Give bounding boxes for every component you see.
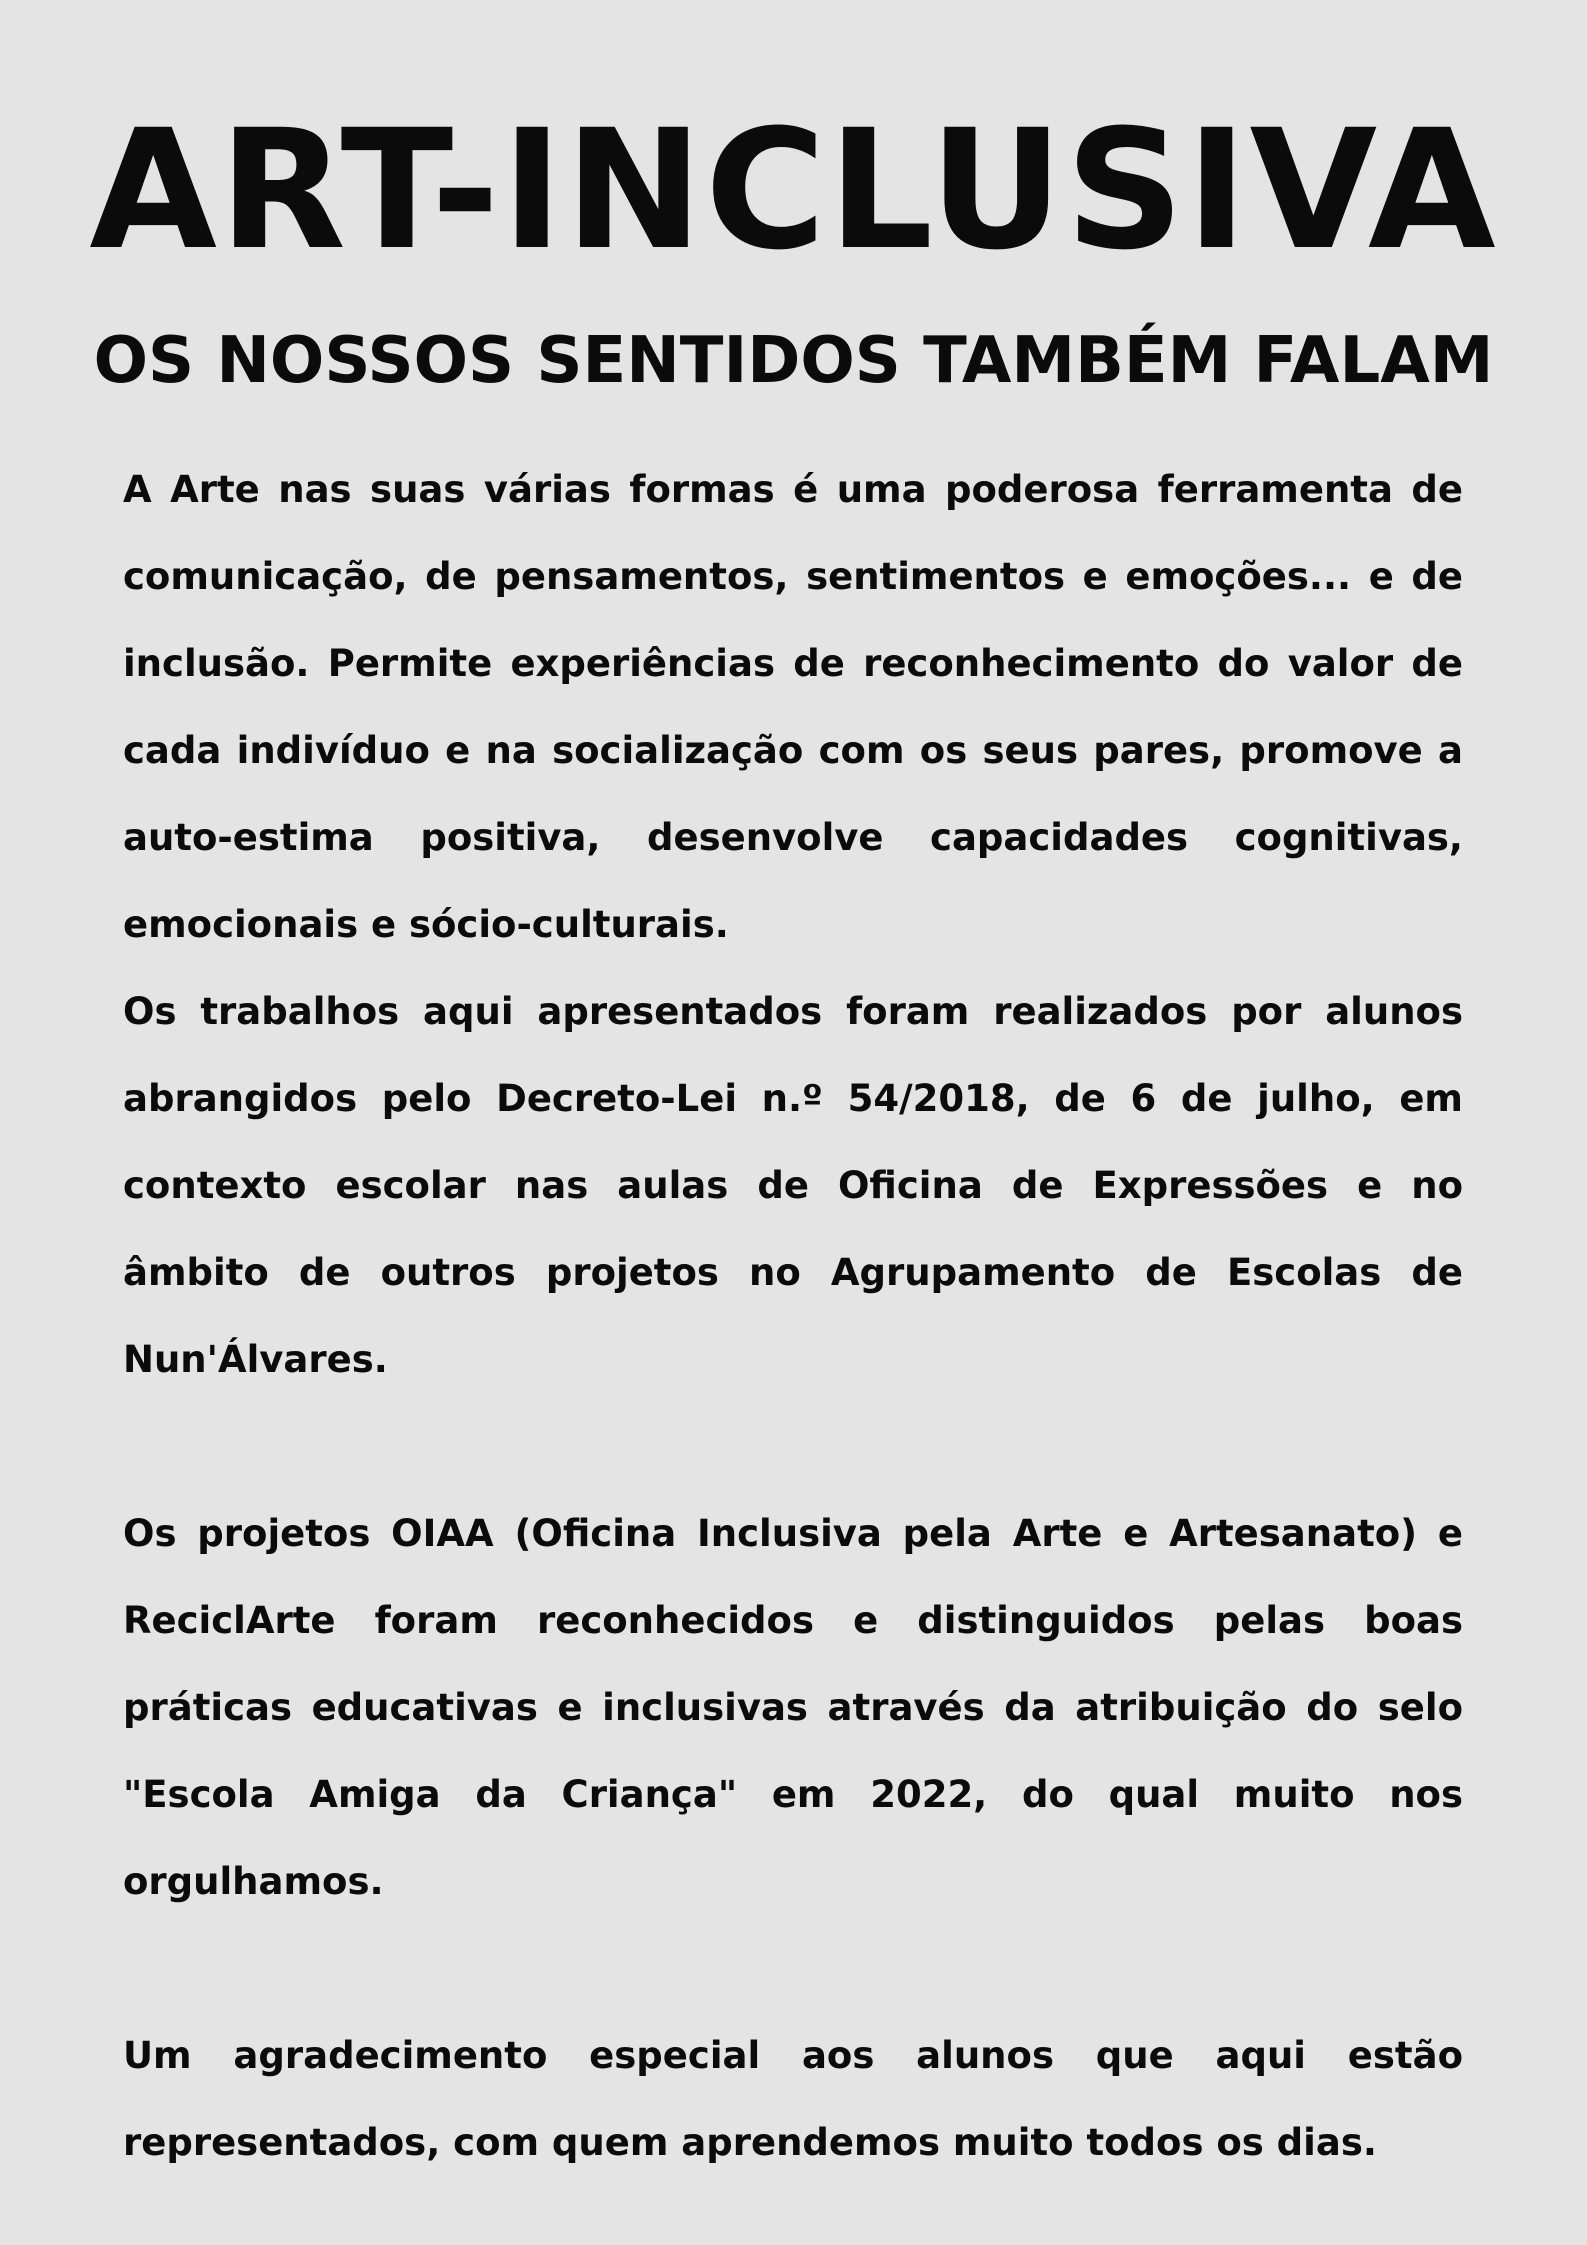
document-title: ART-INCLUSIVA [89, 94, 1498, 286]
paragraph-projects: Os projetos OIAA (Oficina Inclusiva pela Arte e Artesanato) e ReciclArte foram reconhecidos e distinguidos pelas boas práticas educativas e inclusivas através da atribuição do selo "Escola Amiga da Criança" em 2022, do qual muito nos orgulhamos. [123, 1512, 1463, 1903]
document-subtitle: OS NOSSOS SENTIDOS TAMBÉM FALAM [93, 324, 1494, 398]
document-body [123, 446, 1463, 2186]
paragraph-spacer [123, 1925, 1463, 2012]
paragraph-works: Os trabalhos aqui apresentados foram realizados por alunos abrangidos pelo Decreto-Lei n.º 54/2018, de 6 de julho, em contexto escolar nas aulas de Oficina de Expressões e no âmbito de outros projetos no Agrupamento de Escolas de Nun'Álvares. [123, 990, 1463, 1381]
paragraph-thanks: Um agradecimento especial aos alunos que aqui estão representados, com quem aprendemos muito todos os dias. [123, 2034, 1463, 2164]
paragraph-spacer [123, 1403, 1463, 1490]
paragraph-intro: A Arte nas suas várias formas é uma poderosa ferramenta de comunicação, de pensamentos, sentimentos e emoções... e de inclusão. Permite experiências de reconhecimento do valor de cada indivíduo e na socialização com os seus pares, promove a auto-estima positiva, desenvolve capacidades cognitivas, emocionais e sócio-culturais. [123, 468, 1463, 946]
